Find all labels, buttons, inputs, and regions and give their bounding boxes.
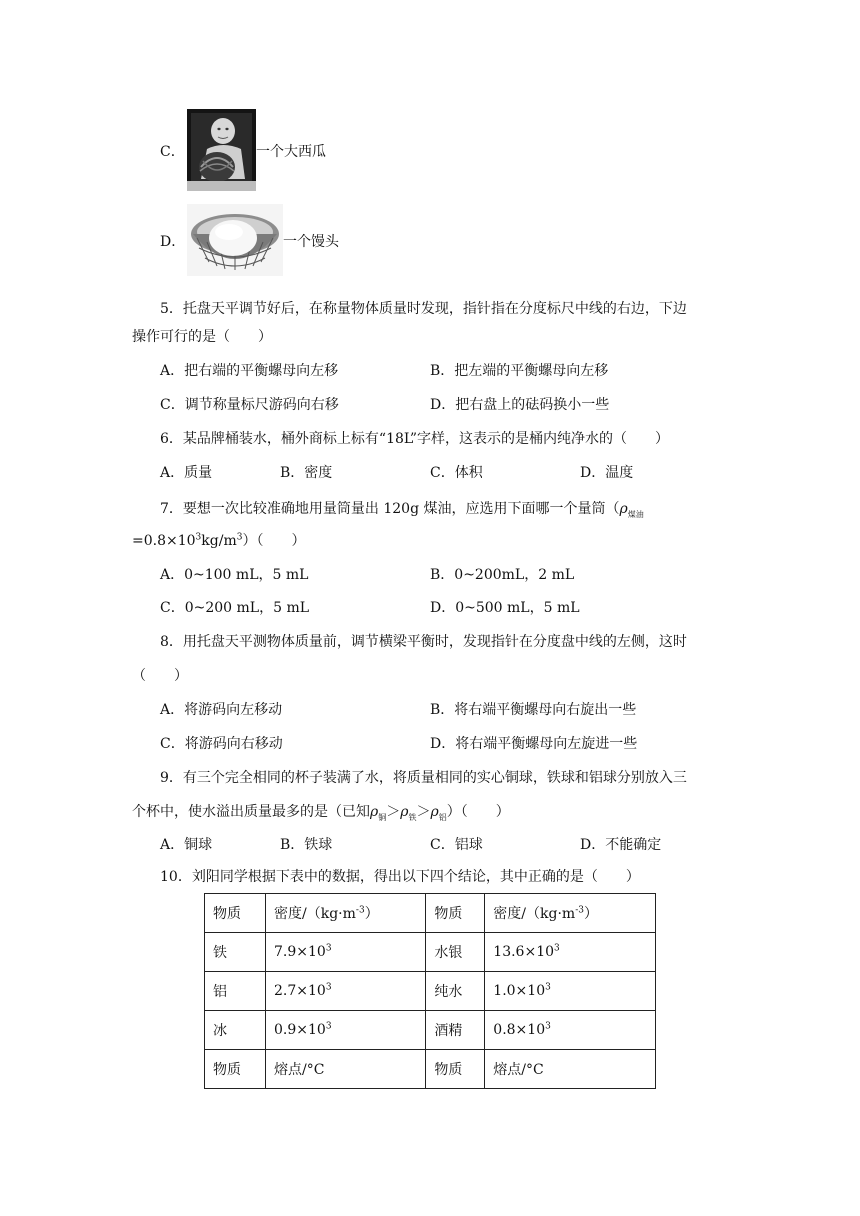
q8-option-b: B．将右端平衡螺母向右旋出一些: [430, 702, 637, 718]
q9-stem-tail: ）（ ）: [446, 804, 510, 820]
table-cell: [485, 894, 656, 933]
steamed-bun-in-basket-photo-icon: [187, 204, 283, 276]
density-header-exponent: -3: [575, 905, 584, 916]
density-header-tail: ）: [364, 906, 379, 922]
q9-stem-line1: 9．有三个完全相同的杯子装满了水，将质量相同的实心铜球，铁球和铝球分别放入三: [160, 770, 687, 786]
table-cell: [485, 1011, 656, 1050]
q6-option-d: D．温度: [580, 465, 634, 481]
table-cell: [266, 894, 426, 933]
q5-stem-line1: 5．托盘天平调节好后，在称量物体质量时发现，指针指在分度标尺中线的右边，下边: [160, 301, 687, 317]
density-exponent: 3: [325, 1021, 332, 1032]
density-exponent: 3: [325, 943, 332, 954]
table-cell: 物质: [426, 894, 485, 933]
table-row: [205, 972, 656, 1011]
table-cell: 酒精: [426, 1011, 485, 1050]
table-cell: 水银: [426, 933, 485, 972]
table-cell: [266, 1011, 426, 1050]
table-row: [205, 1011, 656, 1050]
greater-than: ＞: [416, 804, 431, 820]
q8-option-d: D．将右端平衡螺母向左旋进一些: [430, 736, 638, 752]
density-header-exponent: -3: [355, 905, 365, 916]
q7-stem-line1: [160, 498, 644, 518]
q8-stem-line2: （ ）: [132, 668, 188, 684]
option-d-text: 一个馒头: [283, 234, 339, 250]
q7-option-d: D．0~500 mL，5 mL: [430, 600, 580, 616]
table-cell: [485, 933, 656, 972]
q6-option-c: C．体积: [430, 465, 483, 481]
table-cell: 铁: [205, 933, 266, 972]
table-cell: 物质: [426, 1050, 485, 1089]
density-exponent: 3: [545, 1021, 551, 1032]
table-cell: [266, 933, 426, 972]
q9-stem-text: 个杯中，使水溢出质量最多的是（已知: [132, 804, 370, 820]
option-c-text: 一个大西瓜: [256, 144, 326, 160]
density-value: 2.7×10: [274, 983, 326, 999]
density-exponent: 3: [545, 982, 551, 993]
q9-option-d: D．不能确定: [580, 837, 662, 853]
q5-option-c: C．调节称量标尺游码向右移: [160, 397, 339, 413]
rho-symbol: ρ: [400, 804, 409, 820]
q7-unit: kg/m: [201, 533, 237, 549]
option-d-letter: D．: [160, 234, 186, 250]
density-header-text: 密度/（kg·m: [493, 906, 576, 922]
table-cell: 熔点/°C: [266, 1050, 426, 1089]
q5-option-d: D．把右盘上的砝码换小一些: [430, 397, 610, 413]
density-value: 1.0×10: [493, 983, 546, 999]
table-cell: 物质: [205, 894, 266, 933]
rho-iron-subscript: 铁: [408, 812, 417, 822]
q6-option-a: A．质量: [160, 465, 213, 481]
q7-stem-line2: [132, 530, 305, 550]
q8-option-a: A．将游码向左移动: [160, 702, 283, 718]
rho-kerosene-subscript: 煤油: [627, 509, 644, 519]
q7-stem-text: 7．要想一次比较准确地用量筒量出 120g 煤油，应选用下面哪一个量筒（: [160, 501, 620, 517]
q9-option-a: A．铜球: [160, 837, 213, 853]
table-cell: 物质: [205, 1050, 266, 1089]
density-value: 0.9×10: [274, 1022, 326, 1038]
q7-stem-tail: ）（ ）: [242, 533, 306, 549]
q10-stem: 10．刘阳同学根据下表中的数据，得出以下四个结论，其中正确的是（ ）: [160, 869, 640, 885]
density-header-tail: ）: [583, 906, 598, 922]
table-melting-header-row: [205, 1050, 656, 1089]
table-cell: [266, 972, 426, 1011]
density-exponent: 3: [554, 943, 560, 954]
greater-than: ＞: [386, 804, 401, 820]
table-cell: 铝: [205, 972, 266, 1011]
q7-option-b: B．0~200mL，2 mL: [430, 567, 575, 583]
density-table: [204, 893, 656, 1089]
q8-option-c: C．将游码向右移动: [160, 736, 283, 752]
q9-option-c: C．铝球: [430, 837, 483, 853]
q9-stem-line2: [132, 801, 510, 821]
rho-symbol: ρ: [619, 501, 628, 517]
option-c-letter: C．: [160, 144, 185, 160]
q5-option-b: B．把左端的平衡螺母向左移: [430, 363, 609, 379]
q6-stem: 6．某品牌桶装水，桶外商标上标有“18L”字样，这表示的是桶内纯净水的（ ）: [160, 431, 669, 447]
table-header-row: [205, 894, 656, 933]
density-header-text: 密度/（kg·m: [274, 906, 356, 922]
table-cell: 冰: [205, 1011, 266, 1050]
rho-symbol: ρ: [430, 804, 439, 820]
table-cell: [485, 972, 656, 1011]
rho-aluminum-subscript: 铝: [438, 812, 447, 822]
table-cell: 纯水: [426, 972, 485, 1011]
density-value: 7.9×10: [274, 944, 326, 960]
q6-option-b: B．密度: [280, 465, 333, 481]
child-with-watermelon-photo-icon: [187, 109, 256, 191]
rho-symbol: ρ: [370, 804, 379, 820]
rho-copper-subscript: 铜: [378, 812, 387, 822]
table-cell: 熔点/°C: [485, 1050, 656, 1089]
density-value: 0.8×10: [493, 1022, 546, 1038]
density-value: 13.6×10: [493, 944, 555, 960]
q7-unit-exponent: 3: [236, 532, 243, 543]
table-row: [205, 933, 656, 972]
q7-option-a: A．0~100 mL，5 mL: [160, 567, 309, 583]
density-exponent: 3: [325, 982, 332, 993]
q7-option-c: C．0~200 mL，5 mL: [160, 600, 310, 616]
q8-stem-line1: 8．用托盘天平测物体质量前，调节横梁平衡时，发现指针在分度盘中线的左侧，这时: [160, 634, 687, 650]
q7-exponent: 3: [195, 532, 202, 543]
q5-stem-line2: 操作可行的是（ ）: [132, 329, 272, 345]
q7-density-value: =0.8×10: [132, 533, 196, 549]
q5-option-a: A．把右端的平衡螺母向左移: [160, 363, 339, 379]
q9-option-b: B．铁球: [280, 837, 333, 853]
